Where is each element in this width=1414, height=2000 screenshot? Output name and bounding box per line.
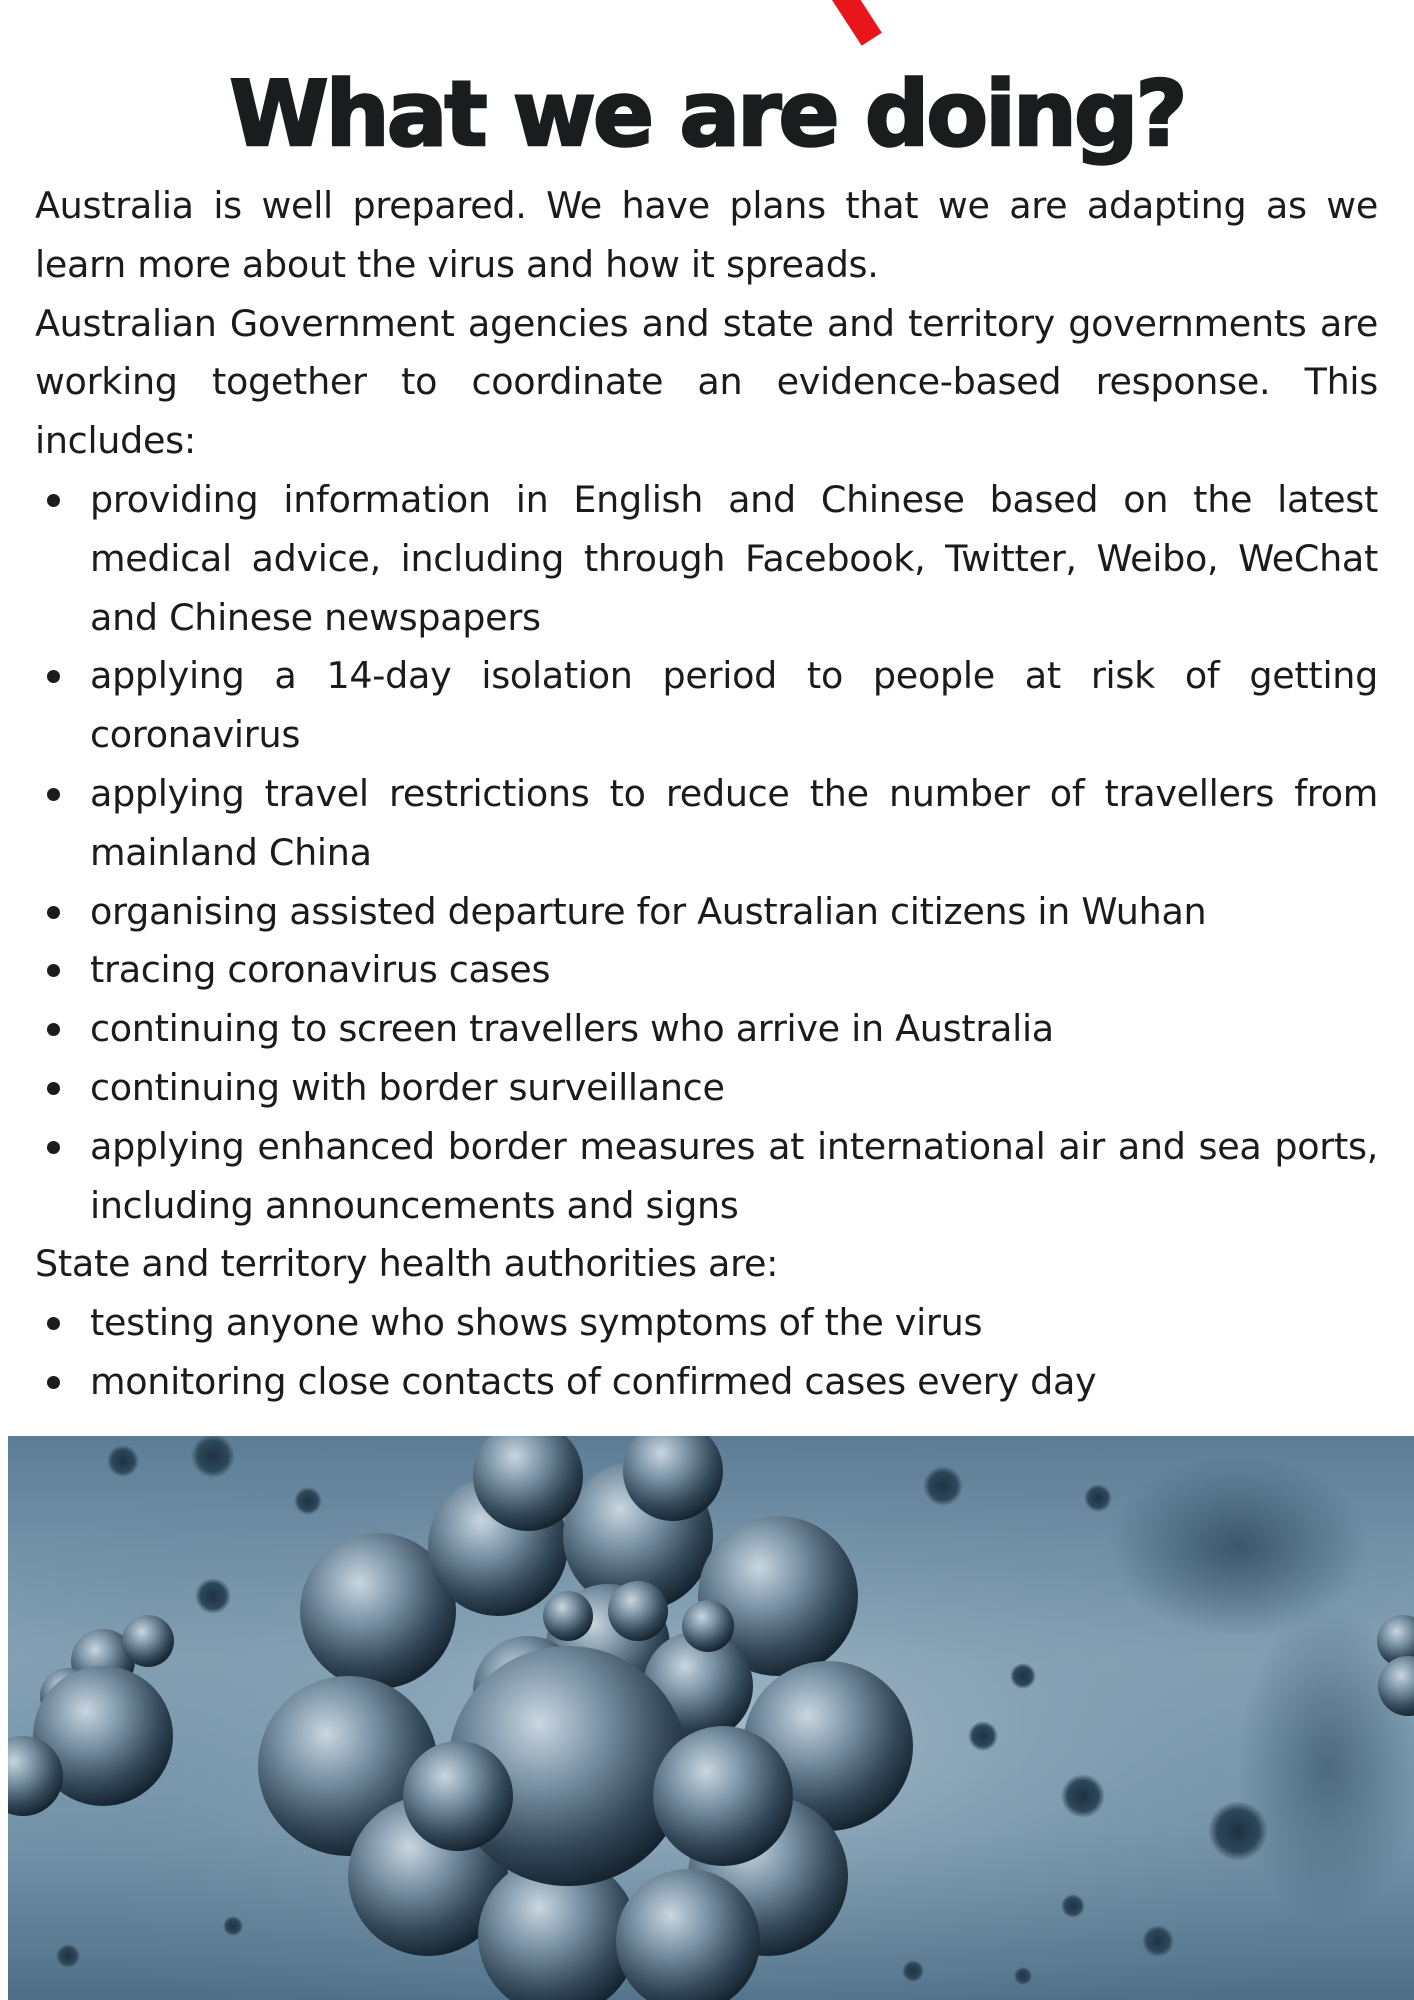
- list-item-text: tracing coronavirus cases: [90, 948, 551, 992]
- list-item-text: monitoring close contacts of confirmed cases every day: [90, 1359, 1097, 1403]
- list-item-text: continuing with border surveillance: [90, 1065, 725, 1109]
- list-item-text: testing anyone who shows symptoms of the virus: [90, 1301, 983, 1345]
- bullet-icon: [47, 1317, 60, 1330]
- virus-illustration: [8, 1436, 1414, 2000]
- list-item: [35, 1000, 1378, 1059]
- state-actions-list: [35, 1294, 1378, 1412]
- list-item-text: applying a 14-day isolation period to people at risk of getting coronavirus: [90, 654, 1378, 757]
- red-accent-stripe: [780, 0, 882, 46]
- list-item-text: applying enhanced border measures at international air and sea ports, including announcements and signs: [90, 1124, 1378, 1227]
- response-actions-list: [35, 471, 1378, 1235]
- list-item: [35, 941, 1378, 1000]
- bullet-icon: [47, 964, 60, 977]
- bullet-icon: [47, 494, 60, 507]
- bullet-icon: [47, 1023, 60, 1036]
- bullet-icon: [47, 1141, 60, 1154]
- virus-microscope-image: [8, 1436, 1414, 2000]
- main-content: [35, 177, 1378, 1412]
- state-section-heading: State and territory health authorities are:: [35, 1242, 779, 1286]
- intro-paragraph: Australia is well prepared. We have plans that we are adapting as we learn more about the virus and how it spreads.: [35, 184, 1378, 286]
- list-item: [35, 647, 1378, 765]
- list-item: [35, 471, 1378, 647]
- bullet-icon: [47, 670, 60, 683]
- bullet-icon: [47, 1082, 60, 1095]
- bullet-icon: [47, 1376, 60, 1389]
- list-item-text: applying travel restrictions to reduce the number of travellers from mainland China: [90, 771, 1378, 874]
- list-item: [35, 1059, 1378, 1118]
- intro-paragraph-response: Australian Government agencies and state and territory governments are working together to coordinate an evidence-based response. This includes:: [35, 301, 1378, 463]
- list-item-text: organising assisted departure for Australian citizens in Wuhan: [90, 889, 1207, 933]
- page-title: What we are doing?: [229, 62, 1185, 167]
- list-item: [35, 765, 1378, 883]
- list-item: [35, 1118, 1378, 1236]
- list-item: [35, 883, 1378, 942]
- list-item: [35, 1353, 1378, 1412]
- list-item-text: providing information in English and Chinese based on the latest medical advice, including through Facebook, Twitter, Weibo, WeChat and Chinese newspapers: [90, 477, 1378, 639]
- list-item-text: continuing to screen travellers who arrive in Australia: [90, 1007, 1054, 1051]
- list-item: [35, 1294, 1378, 1353]
- bullet-icon: [47, 788, 60, 801]
- bullet-icon: [47, 906, 60, 919]
